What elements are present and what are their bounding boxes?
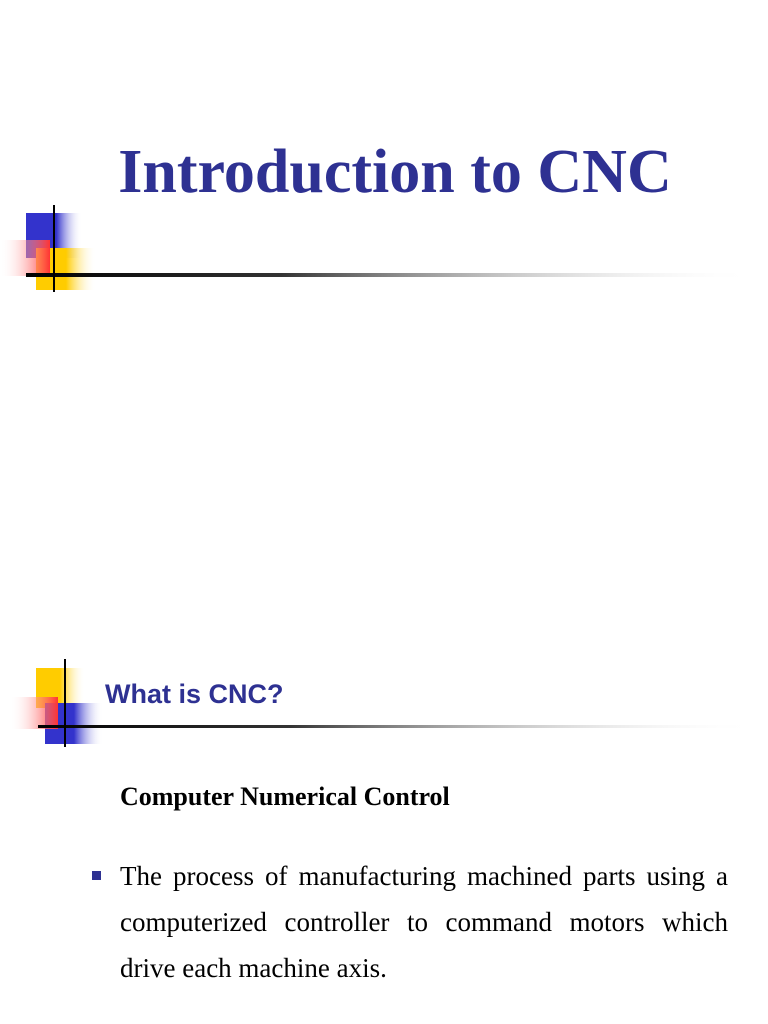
bullet-text: The process of manufacturing machined parts using a computerized controller to command motors which drive each machine axis.	[120, 861, 728, 983]
section-subtitle: Computer Numerical Control	[120, 782, 450, 811]
section-heading: What is CNC?	[105, 679, 284, 709]
slide-title: Introduction to CNC	[118, 138, 672, 206]
bullet-square-icon	[92, 871, 101, 880]
